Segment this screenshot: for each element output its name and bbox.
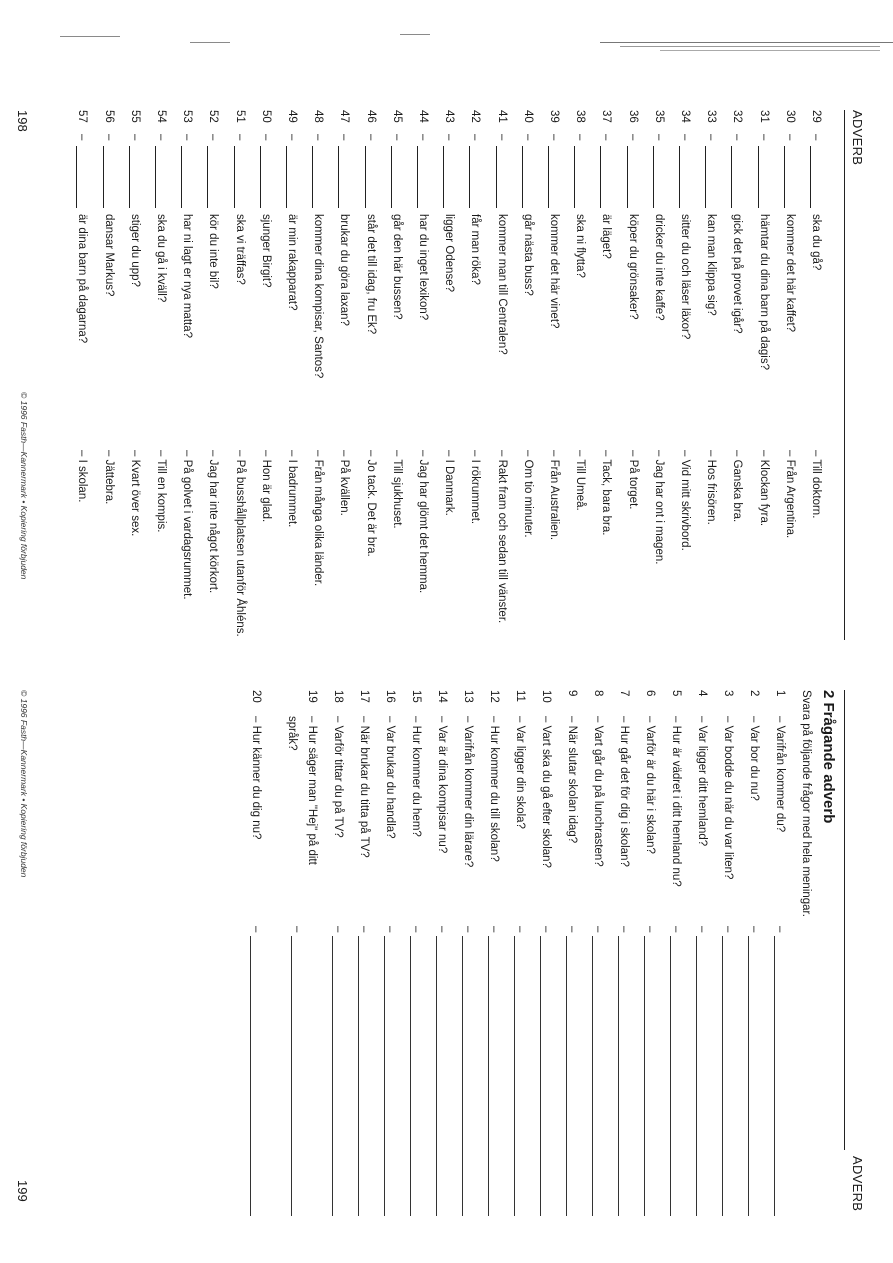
exercise-item bbox=[178, 110, 194, 640]
question-text: – Var ligger ditt hemland? bbox=[696, 716, 708, 847]
page-199 bbox=[15, 690, 865, 1220]
answer-dash: – bbox=[358, 926, 370, 933]
item-question: ska du gå? bbox=[810, 214, 822, 271]
answer-line bbox=[670, 936, 671, 1216]
question-text: – Var ligger din skola? bbox=[514, 716, 526, 829]
question-number: 1 bbox=[774, 690, 786, 697]
item-question: är min rakapparat? bbox=[286, 214, 298, 311]
item-number: 57 bbox=[76, 110, 89, 123]
item-number: 31 bbox=[757, 110, 770, 123]
exercise-title: 2 Frågande adverb bbox=[820, 690, 837, 824]
item-question: ska vi träffas? bbox=[233, 214, 246, 285]
exercise-item bbox=[650, 110, 666, 640]
item-number: 52 bbox=[207, 110, 220, 123]
item-dash: – bbox=[600, 134, 613, 141]
item-number: 45 bbox=[390, 110, 403, 123]
answer-line bbox=[358, 936, 359, 1216]
item-dash: – bbox=[495, 134, 508, 141]
exercise-item bbox=[676, 110, 692, 640]
item-dash: – bbox=[521, 134, 534, 141]
blank-line bbox=[391, 146, 404, 208]
question-number: 5 bbox=[670, 690, 682, 697]
blank-line bbox=[810, 146, 823, 208]
item-question: är läget? bbox=[600, 214, 613, 259]
answer-dash: – bbox=[722, 926, 734, 933]
item-number: 50 bbox=[259, 110, 272, 123]
question-number: 3 bbox=[722, 690, 734, 697]
item-answer: – I skolan. bbox=[76, 450, 89, 503]
blank-line bbox=[207, 146, 220, 208]
item-dash: – bbox=[207, 134, 220, 141]
item-number: 34 bbox=[679, 110, 691, 123]
question-number: 16 bbox=[384, 690, 396, 703]
exercise-item bbox=[781, 110, 797, 640]
item-question: sitter du och läser läxor? bbox=[679, 214, 691, 340]
item-answer: – Till Umeå. bbox=[574, 450, 587, 511]
question-number: 12 bbox=[488, 690, 500, 703]
answer-line bbox=[514, 936, 515, 1216]
item-number: 35 bbox=[652, 110, 665, 123]
item-question: kommer man till Centralen? bbox=[495, 214, 508, 355]
copyright-footer: © 1996 Fasth—Kannermark • Kopiering förbjuden bbox=[19, 690, 29, 878]
exercise-item bbox=[309, 110, 325, 640]
question-text: – Var är dina kompisar nu? bbox=[436, 716, 448, 854]
header-rule bbox=[844, 110, 845, 640]
question-text: – Var bor du nu? bbox=[748, 716, 760, 801]
exercise-item bbox=[755, 110, 771, 640]
question-number: 10 bbox=[540, 690, 552, 703]
question-text: – Var bodde du när du var liten? bbox=[722, 716, 734, 880]
item-answer: – Hon är glad. bbox=[259, 450, 272, 523]
answer-line bbox=[748, 936, 749, 1216]
item-dash: – bbox=[757, 134, 770, 141]
item-number: 51 bbox=[233, 110, 246, 123]
blank-line bbox=[234, 146, 247, 208]
question-number: 13 bbox=[462, 690, 474, 703]
item-dash: – bbox=[338, 134, 351, 141]
question-text: – Hur är vädret i ditt hemland nu? bbox=[670, 716, 682, 887]
answer-dash: – bbox=[332, 926, 344, 933]
question-item bbox=[303, 690, 319, 1220]
blank-line bbox=[181, 146, 194, 208]
item-dash: – bbox=[181, 134, 194, 141]
exercise-item bbox=[100, 110, 116, 640]
item-dash: – bbox=[679, 134, 691, 141]
exercise-item bbox=[231, 110, 247, 640]
item-dash: – bbox=[705, 134, 718, 141]
item-dash: – bbox=[731, 134, 744, 141]
answer-dash: – bbox=[462, 926, 474, 933]
blank-line bbox=[653, 146, 666, 208]
item-dash: – bbox=[469, 134, 482, 141]
blank-line bbox=[260, 146, 273, 208]
question-text: – När slutar skolan idag? bbox=[566, 716, 578, 844]
question-number: 17 bbox=[358, 690, 370, 703]
exercise-item bbox=[807, 110, 823, 640]
answer-dash: – bbox=[618, 926, 630, 933]
blank-line bbox=[129, 146, 142, 208]
question-text: – Hur säger man "Hej" på ditt bbox=[306, 716, 318, 865]
item-number: 42 bbox=[469, 110, 482, 123]
question-text: språk? bbox=[286, 716, 298, 751]
blank-line bbox=[338, 146, 351, 208]
item-question: kör du inte bil? bbox=[207, 214, 220, 289]
blank-line bbox=[496, 146, 509, 208]
item-answer: – Till sjukhuset. bbox=[390, 450, 403, 529]
blank-line bbox=[731, 146, 744, 208]
exercise-item bbox=[73, 110, 89, 640]
item-question: dansar Markus? bbox=[102, 214, 115, 297]
item-dash: – bbox=[102, 134, 115, 141]
exercise-item bbox=[571, 110, 587, 640]
item-question: ska ni flytta? bbox=[574, 214, 587, 278]
answer-dash: – bbox=[592, 926, 604, 933]
item-answer: – Jag har glömt det hemma. bbox=[417, 450, 429, 594]
answer-line bbox=[722, 936, 723, 1216]
question-number: 15 bbox=[410, 690, 422, 703]
blank-line bbox=[312, 146, 325, 208]
answer-dash: – bbox=[384, 926, 396, 933]
item-number: 40 bbox=[521, 110, 534, 123]
section-tag: ADVERB bbox=[850, 1156, 865, 1212]
blank-line bbox=[600, 146, 613, 208]
answer-line bbox=[696, 936, 697, 1216]
header-rule bbox=[844, 690, 845, 1150]
item-dash: – bbox=[417, 134, 429, 141]
question-text: – Vart går du på lunchrasten? bbox=[592, 716, 604, 867]
item-answer: – Om tio minuter. bbox=[521, 450, 534, 538]
item-dash: – bbox=[443, 134, 456, 141]
item-number: 54 bbox=[155, 110, 167, 123]
item-number: 41 bbox=[495, 110, 508, 123]
item-answer: – Klockan fyra. bbox=[757, 450, 770, 527]
exercise-item bbox=[257, 110, 273, 640]
blank-line bbox=[679, 146, 692, 208]
item-answer: – Från Australien. bbox=[548, 450, 560, 541]
answer-line bbox=[462, 936, 463, 1216]
item-number: 44 bbox=[417, 110, 429, 123]
question-number: 2 bbox=[748, 690, 760, 697]
answer-dash: – bbox=[436, 926, 448, 933]
item-number: 48 bbox=[312, 110, 325, 123]
answer-line bbox=[410, 936, 411, 1216]
question-text: – Vart ska du gå efter skolan? bbox=[540, 716, 552, 868]
answer-line bbox=[332, 936, 333, 1216]
question-text: – Varför är du här i skolan? bbox=[644, 716, 656, 854]
exercise-item bbox=[545, 110, 561, 640]
item-answer: – Tack, bara bra. bbox=[600, 450, 613, 536]
item-dash: – bbox=[652, 134, 665, 141]
item-question: har du inget lexikon? bbox=[417, 214, 429, 321]
blank-line bbox=[574, 146, 587, 208]
question-text: – Hur går det för dig i skolan? bbox=[618, 716, 630, 867]
exercise-item bbox=[362, 110, 378, 640]
exercise-item bbox=[335, 110, 351, 640]
item-question: går nästa buss? bbox=[521, 214, 534, 296]
item-question: kan man klippa sig? bbox=[705, 214, 718, 316]
item-answer: – Hos frisören. bbox=[705, 450, 718, 525]
item-answer: – Jo tack. Det är bra. bbox=[364, 450, 377, 557]
exercise-item bbox=[152, 110, 168, 640]
exercise-item bbox=[283, 110, 299, 640]
section-tag: ADVERB bbox=[850, 110, 865, 166]
item-number: 32 bbox=[731, 110, 744, 123]
answer-dash: – bbox=[250, 926, 262, 933]
exercise-instruction: Svara på följande frågor med hela meningar. bbox=[800, 690, 812, 917]
item-answer: – Från Argentina. bbox=[783, 450, 796, 539]
blank-line bbox=[103, 146, 116, 208]
page-number: 198 bbox=[15, 110, 30, 132]
answer-line bbox=[618, 936, 619, 1216]
item-number: 36 bbox=[626, 110, 639, 123]
item-dash: – bbox=[128, 134, 141, 141]
item-answer: – Kvart över sex. bbox=[128, 450, 141, 537]
copyright-footer: © 1996 Fasth—Kannermark • Kopiering förbjuden bbox=[19, 392, 29, 580]
item-dash: – bbox=[548, 134, 560, 141]
item-question: dricker du inte kaffe? bbox=[652, 214, 665, 321]
item-number: 38 bbox=[574, 110, 587, 123]
answer-dash: – bbox=[566, 926, 578, 933]
answer-dash: – bbox=[748, 926, 760, 933]
answer-dash: – bbox=[540, 926, 552, 933]
question-number: 4 bbox=[696, 690, 708, 697]
item-question: brukar du göra laxan? bbox=[338, 214, 351, 326]
blank-line bbox=[469, 146, 482, 208]
item-dash: – bbox=[810, 134, 822, 141]
answer-line bbox=[384, 936, 385, 1216]
item-question: ligger Odense? bbox=[443, 214, 456, 292]
item-number: 30 bbox=[783, 110, 796, 123]
question-text: – Hur känner du dig nu? bbox=[250, 716, 262, 840]
page-198 bbox=[15, 110, 865, 640]
item-answer: – På golvet i vardagsrummet. bbox=[181, 450, 194, 600]
item-answer: – Rakt fram och sedan till vänster. bbox=[495, 450, 508, 624]
item-answer: – Till en kompis. bbox=[155, 450, 167, 533]
exercise-item bbox=[493, 110, 509, 640]
item-question: gick det på provet igår? bbox=[731, 214, 744, 334]
answer-dash: – bbox=[410, 926, 422, 933]
item-question: är dina barn på dagarna? bbox=[76, 214, 89, 344]
exercise-item bbox=[126, 110, 142, 640]
item-number: 49 bbox=[286, 110, 298, 123]
item-answer: – På busshållplatsen utanför Åhléns. bbox=[233, 450, 246, 637]
item-question: kommer det här kaffet? bbox=[783, 214, 796, 333]
item-question: köper du grönsaker? bbox=[626, 214, 639, 320]
page-number: 199 bbox=[15, 1180, 30, 1202]
blank-line bbox=[627, 146, 640, 208]
item-dash: – bbox=[233, 134, 246, 141]
question-text: – När brukar du titta på TV? bbox=[358, 716, 370, 858]
item-question: stiger du upp? bbox=[128, 214, 141, 287]
item-dash: – bbox=[286, 134, 298, 141]
question-number: 19 bbox=[306, 690, 318, 703]
blank-line bbox=[522, 146, 535, 208]
item-number: 56 bbox=[102, 110, 115, 123]
item-question: sjunger Birgit? bbox=[259, 214, 272, 288]
question-number: 20 bbox=[250, 690, 262, 703]
item-question: kommer dina kompisar, Santos? bbox=[312, 214, 325, 379]
answer-line bbox=[592, 936, 593, 1216]
answer-line bbox=[566, 936, 567, 1216]
question-number: 18 bbox=[332, 690, 344, 703]
question-number: 9 bbox=[566, 690, 578, 697]
exercise-item bbox=[519, 110, 535, 640]
answer-dash: – bbox=[774, 926, 786, 933]
item-answer: – På torget. bbox=[626, 450, 639, 510]
answer-dash: – bbox=[696, 926, 708, 933]
question-number: 7 bbox=[618, 690, 630, 697]
question-number: 8 bbox=[592, 690, 604, 697]
item-dash: – bbox=[783, 134, 796, 141]
exercise-item bbox=[466, 110, 482, 640]
blank-line bbox=[365, 146, 378, 208]
item-question: ska du gå i kväll? bbox=[155, 214, 167, 303]
answer-line bbox=[774, 936, 775, 1216]
blank-line bbox=[76, 146, 89, 208]
item-answer: – I Danmark. bbox=[443, 450, 456, 516]
question-text: – Hur kommer du till skolan? bbox=[488, 716, 500, 862]
question-number: 14 bbox=[436, 690, 448, 703]
question-text: – Varifrån kommer du? bbox=[774, 716, 786, 833]
item-answer: – Jag har inte något körkort. bbox=[207, 450, 220, 594]
blank-line bbox=[758, 146, 771, 208]
item-dash: – bbox=[312, 134, 325, 141]
answer-line bbox=[436, 936, 437, 1216]
exercise-item bbox=[388, 110, 404, 640]
item-question: har ni lagt er nya matta? bbox=[181, 214, 194, 339]
exercise-item bbox=[597, 110, 613, 640]
answer-line bbox=[250, 936, 251, 1216]
scan-noise bbox=[40, 28, 880, 58]
answer-line bbox=[644, 936, 645, 1216]
blank-line bbox=[705, 146, 718, 208]
answer-dash: – bbox=[644, 926, 656, 933]
exercise-item bbox=[728, 110, 744, 640]
item-answer: – Jag har ont i magen. bbox=[652, 450, 665, 565]
item-answer: – Ganska bra. bbox=[731, 450, 744, 523]
item-dash: – bbox=[76, 134, 89, 141]
item-answer: – På kvällen. bbox=[338, 450, 351, 516]
blank-line bbox=[417, 146, 430, 208]
item-dash: – bbox=[390, 134, 403, 141]
item-dash: – bbox=[259, 134, 272, 141]
item-answer: – I rökrummet. bbox=[469, 450, 482, 525]
answer-dash: – bbox=[670, 926, 682, 933]
item-number: 29 bbox=[810, 110, 822, 123]
question-number: 11 bbox=[514, 690, 526, 702]
item-answer: – Vid mitt skrivbord. bbox=[679, 450, 691, 551]
item-dash: – bbox=[574, 134, 587, 141]
question-item bbox=[283, 690, 299, 1220]
item-question: går den här bussen? bbox=[390, 214, 403, 320]
question-text: – Var brukar du handla? bbox=[384, 716, 396, 839]
item-number: 39 bbox=[548, 110, 560, 123]
item-answer: – Jättebra. bbox=[102, 450, 115, 505]
blank-line bbox=[155, 146, 168, 208]
item-number: 37 bbox=[600, 110, 613, 123]
item-number: 33 bbox=[705, 110, 718, 123]
item-number: 47 bbox=[338, 110, 351, 123]
item-question: hämtar du dina barn på dagis? bbox=[757, 214, 770, 370]
item-question: får man röka? bbox=[469, 214, 482, 285]
blank-line bbox=[784, 146, 797, 208]
answer-line bbox=[540, 936, 541, 1216]
question-text: – Hur kommer du hem? bbox=[410, 716, 422, 837]
exercise-item bbox=[702, 110, 718, 640]
item-number: 55 bbox=[128, 110, 141, 123]
answer-line bbox=[488, 936, 489, 1216]
item-dash: – bbox=[364, 134, 377, 141]
item-question: kommer det här vinet? bbox=[548, 214, 560, 329]
answer-dash: – bbox=[291, 926, 303, 933]
item-answer: – Från många olika länder. bbox=[312, 450, 325, 587]
item-number: 53 bbox=[181, 110, 194, 123]
exercise-item bbox=[624, 110, 640, 640]
item-number: 43 bbox=[443, 110, 456, 123]
item-number: 46 bbox=[364, 110, 377, 123]
question-text: – Varifrån kommer din lärare? bbox=[462, 716, 474, 868]
exercise-item bbox=[204, 110, 220, 640]
item-question: står det till idag, fru Ek? bbox=[364, 214, 377, 335]
answer-dash: – bbox=[514, 926, 526, 933]
exercise-item bbox=[440, 110, 456, 640]
blank-line bbox=[286, 146, 299, 208]
item-answer: – I badrummet. bbox=[286, 450, 298, 528]
item-dash: – bbox=[155, 134, 167, 141]
answer-dash: – bbox=[488, 926, 500, 933]
question-text: – Varför tittar du på TV? bbox=[332, 716, 344, 838]
exercise-item bbox=[414, 110, 430, 640]
item-answer: – Till doktorn. bbox=[810, 450, 822, 519]
question-number: 6 bbox=[644, 690, 656, 697]
item-dash: – bbox=[626, 134, 639, 141]
blank-line bbox=[443, 146, 456, 208]
blank-line bbox=[548, 146, 561, 208]
